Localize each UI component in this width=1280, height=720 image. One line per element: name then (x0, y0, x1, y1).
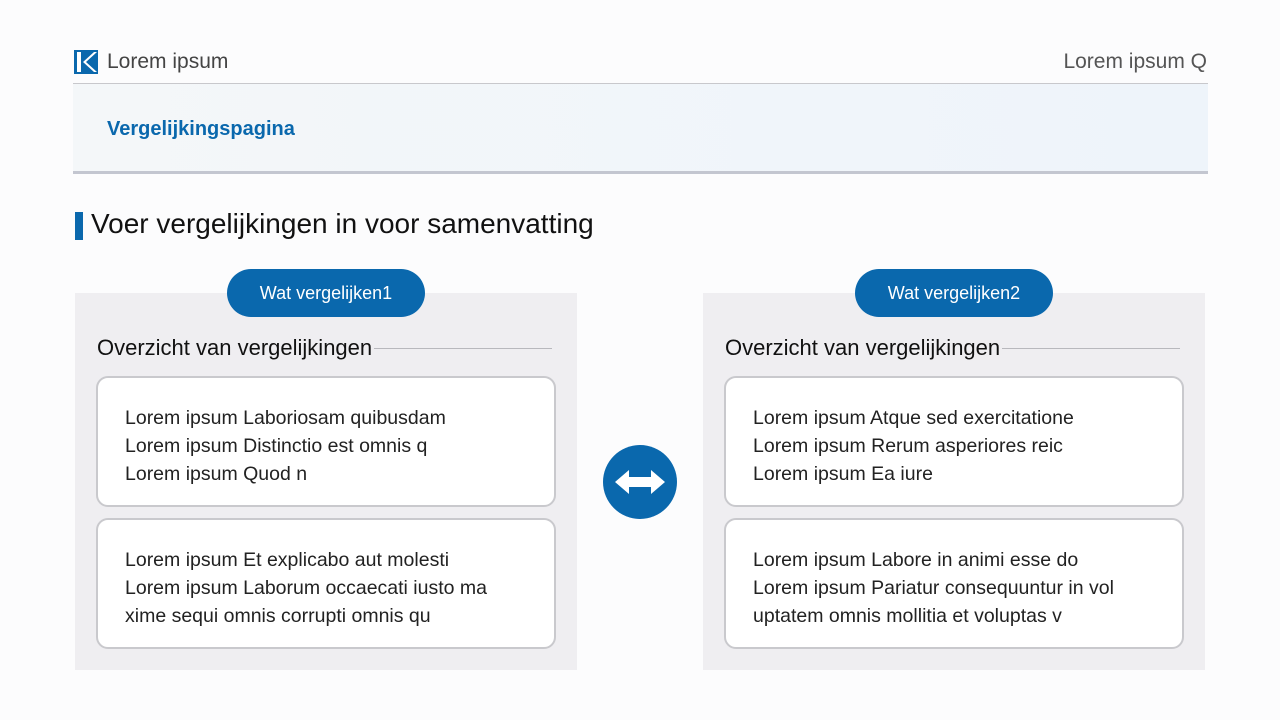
comparison-panel-2 (703, 293, 1205, 670)
card-line: Lorem ipsum Rerum asperiores reic (753, 435, 1063, 457)
card-line: Lorem ipsum Pariatur consequuntur in vol (753, 577, 1114, 599)
summary-card (96, 376, 556, 507)
card-line: Lorem ipsum Atque sed exercitatione (753, 407, 1074, 429)
compare-button[interactable] (603, 445, 677, 519)
compare-target-2-button[interactable]: Wat vergelijken2 (855, 269, 1053, 317)
page-title: Vergelijkingspagina (107, 118, 295, 140)
card-line: Lorem ipsum Laboriosam quibusdam (125, 407, 446, 429)
card-line: Lorem ipsum Quod n (125, 463, 308, 485)
summary-card (724, 518, 1184, 649)
section-title: Voer vergelijkingen in voor samenvatting (91, 208, 594, 239)
card-line: Lorem ipsum Ea iure (753, 463, 933, 485)
card-line: uptatem omnis mollitia et voluptas v (753, 605, 1062, 627)
card-line: Lorem ipsum Laborum occaecati iusto ma (125, 577, 487, 599)
panel-title: Overzicht van vergelijkingen (725, 335, 1001, 360)
page-banner (73, 84, 1208, 174)
summary-card (96, 518, 556, 649)
compare-target-1-button[interactable]: Wat vergelijken1 (227, 269, 425, 317)
section-marker (75, 212, 83, 240)
logo-icon (74, 50, 98, 74)
card-line: Lorem ipsum Labore in animi esse do (753, 549, 1079, 571)
brand-name[interactable]: Lorem ipsum (107, 50, 229, 73)
left-right-arrow-icon (603, 445, 677, 519)
summary-card (724, 376, 1184, 507)
card-line: Lorem ipsum Distinctio est omnis q (125, 435, 428, 457)
account-link[interactable]: Lorem ipsum Q (1063, 50, 1207, 73)
card-line: Lorem ipsum Et explicabo aut molesti (125, 549, 450, 571)
panel-title: Overzicht van vergelijkingen (97, 335, 373, 360)
comparison-panel-1 (75, 293, 577, 670)
card-line: xime sequi omnis corrupti omnis qu (125, 605, 431, 627)
